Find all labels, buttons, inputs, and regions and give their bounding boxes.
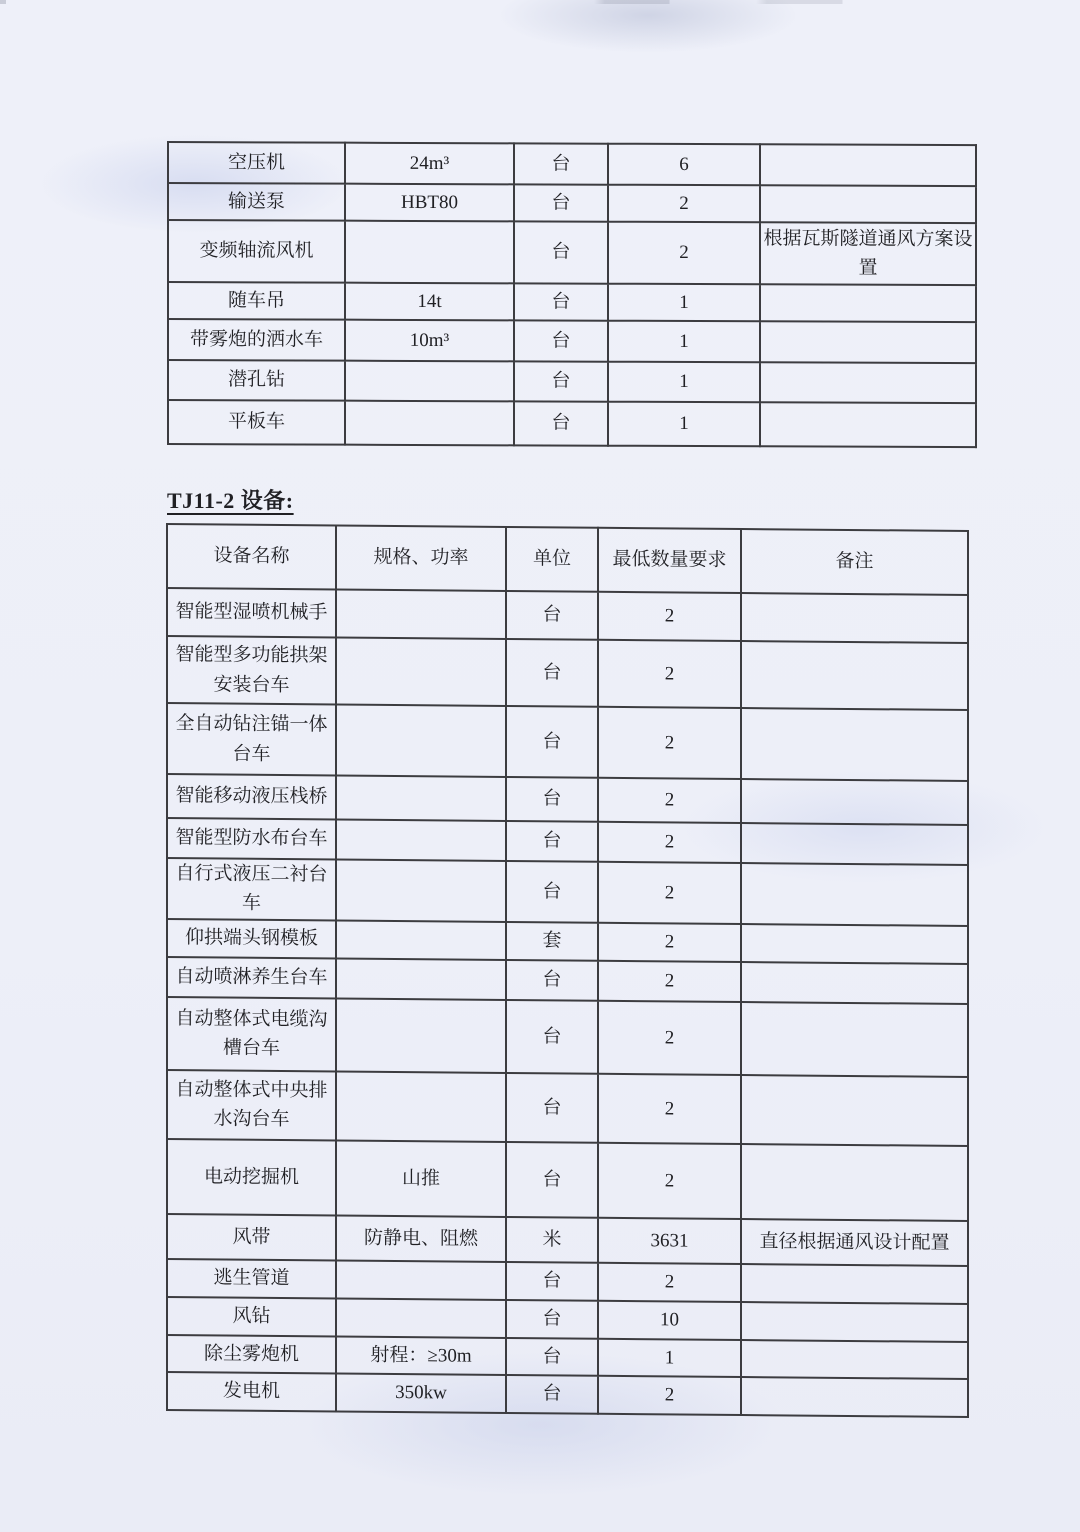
cell-spec: 山推: [336, 1140, 506, 1216]
cell-note: [760, 185, 976, 223]
cell-qty: 2: [598, 1263, 741, 1302]
cell-name: 平板车: [168, 400, 345, 445]
cell-unit: 台: [506, 1375, 598, 1414]
table-row: [167, 703, 968, 781]
cell-qty: 1: [608, 362, 760, 403]
cell-spec: [336, 859, 506, 921]
section-heading-tj11-2: TJ11-2 设备:: [167, 488, 294, 513]
cell-qty: 2: [598, 1074, 741, 1144]
equipment-table-continued: [167, 141, 977, 448]
cell-spec: [336, 704, 506, 776]
cell-note: [741, 1302, 968, 1342]
cell-spec: [345, 361, 514, 402]
table-row: [167, 858, 968, 926]
cell-note: [741, 1144, 968, 1221]
table-row: [167, 1372, 968, 1417]
cell-spec: 防静电、阻燃: [336, 1215, 506, 1261]
cell-qty: 2: [598, 1001, 741, 1075]
table-row: [168, 282, 976, 322]
cell-qty: 2: [598, 640, 741, 708]
cell-spec: 24m³: [345, 143, 514, 185]
cell-name: 智能移动液压栈桥: [167, 774, 336, 819]
cell-qty: 2: [608, 185, 760, 223]
cell-note: 根据瓦斯隧道通风方案设置: [760, 222, 976, 285]
cell-qty: 10: [598, 1301, 741, 1340]
table-row: [167, 1214, 968, 1266]
cell-unit: 台: [514, 283, 608, 320]
cell-name: 输送泵: [168, 183, 345, 221]
cell-name: 仰拱端头钢模板: [167, 919, 336, 958]
cell-note: [760, 362, 976, 403]
cell-name: 随车吊: [168, 282, 345, 320]
cell-unit: 台: [506, 1000, 598, 1074]
cell-note: [741, 823, 968, 865]
cell-qty: 1: [608, 284, 760, 322]
cell-spec: [336, 819, 506, 860]
table-row: [167, 957, 968, 1004]
header-spec: 规格、功率: [336, 525, 506, 590]
cell-spec: [336, 1260, 506, 1299]
cell-unit: 台: [514, 184, 608, 221]
cell-name: 自动整体式中央排水沟台车: [167, 1070, 336, 1140]
cell-note: [741, 924, 968, 964]
cell-name: 风钻: [167, 1297, 336, 1336]
cell-spec: [345, 221, 514, 284]
table-row: [167, 1070, 968, 1146]
table-row: [167, 818, 968, 865]
cell-name: 全自动钻注锚一体台车: [167, 703, 336, 775]
cell-name: 自行式液压二衬台车: [167, 858, 336, 920]
cell-note: [741, 863, 968, 926]
cell-name: 智能型湿喷机械手: [167, 588, 336, 637]
cell-unit: 台: [506, 1300, 598, 1339]
cell-name: 逃生管道: [167, 1259, 336, 1298]
cell-unit: 台: [514, 320, 608, 361]
cell-name: 除尘雾炮机: [167, 1335, 336, 1373]
cell-note: [741, 1340, 968, 1379]
cell-name: 风带: [167, 1214, 336, 1260]
cell-name: 空压机: [168, 142, 345, 184]
cell-qty: 2: [598, 592, 741, 641]
table-row: [167, 636, 968, 710]
cell-spec: 14t: [345, 283, 514, 321]
cell-unit: 台: [506, 1142, 598, 1218]
cell-note: [741, 1264, 968, 1304]
cell-unit: 台: [506, 1338, 598, 1376]
cell-note: [741, 708, 968, 781]
cell-spec: 射程：≥30m: [336, 1336, 506, 1374]
cell-note: [741, 641, 968, 710]
cell-note: [760, 284, 976, 322]
table-row: [167, 774, 968, 825]
cell-spec: HBT80: [345, 184, 514, 222]
cell-spec: [336, 637, 506, 705]
cell-note: [741, 593, 968, 643]
header-qty: 最低数量要求: [598, 528, 741, 593]
cell-spec: [336, 589, 506, 638]
cell-unit: 台: [514, 221, 608, 283]
scan-edge-artifact: [0, 0, 1080, 4]
table-row: [168, 319, 976, 363]
cell-name: 潜孔钻: [168, 360, 345, 401]
table-row: [168, 142, 976, 186]
cell-spec: 350kw: [336, 1373, 506, 1412]
cell-unit: 米: [506, 1217, 598, 1263]
header-note: 备注: [741, 529, 968, 595]
cell-spec: [336, 775, 506, 820]
cell-qty: 2: [598, 862, 741, 924]
cell-note: [741, 1002, 968, 1077]
cell-name: 智能型防水布台车: [167, 818, 336, 859]
cell-unit: 台: [506, 821, 598, 862]
cell-unit: 台: [506, 1262, 598, 1301]
cell-note: [741, 962, 968, 1004]
cell-qty: 2: [598, 1376, 741, 1415]
cell-name: 自动整体式电缆沟槽台车: [167, 997, 336, 1071]
cell-qty: 2: [598, 961, 741, 1002]
cell-qty: 1: [608, 321, 760, 363]
cell-unit: 台: [506, 639, 598, 707]
table-row: [168, 183, 976, 223]
cell-note: [760, 321, 976, 363]
cell-qty: 2: [598, 923, 741, 962]
cell-qty: 1: [598, 1339, 741, 1377]
cell-qty: 3631: [598, 1218, 741, 1264]
cell-unit: 台: [514, 143, 608, 184]
table-row: [168, 220, 976, 285]
cell-qty: 2: [598, 822, 741, 863]
cell-spec: [336, 998, 506, 1072]
cell-spec: 10m³: [345, 320, 514, 362]
cell-name: 自动喷淋养生台车: [167, 957, 336, 998]
cell-spec: [336, 920, 506, 959]
cell-unit: 台: [514, 361, 608, 401]
cell-qty: 2: [598, 778, 741, 823]
cell-unit: 台: [506, 960, 598, 1001]
tj11-2-equipment-table: [166, 523, 969, 1418]
cell-unit: 套: [506, 922, 598, 961]
cell-spec: [336, 1298, 506, 1337]
cell-name: 智能型多功能拱架安装台车: [167, 636, 336, 704]
header-unit: 单位: [506, 527, 598, 592]
cell-note: [741, 779, 968, 825]
table-row: [168, 400, 976, 447]
table-row: [168, 360, 976, 403]
cell-name: 电动挖掘机: [167, 1139, 336, 1215]
cell-unit: 台: [506, 1073, 598, 1143]
table-row: [167, 1139, 968, 1221]
table-row: [167, 997, 968, 1077]
cell-qty: 1: [608, 402, 760, 447]
cell-unit: 台: [506, 591, 598, 640]
header-name: 设备名称: [167, 524, 336, 589]
cell-note: 直径根据通风设计配置: [741, 1219, 968, 1266]
cell-name: 变频轴流风机: [168, 220, 345, 283]
cell-note: [741, 1075, 968, 1146]
cell-spec: [345, 401, 514, 446]
table-row: [167, 588, 968, 643]
cell-unit: 台: [506, 861, 598, 923]
cell-unit: 台: [514, 401, 608, 445]
cell-qty: 2: [608, 222, 760, 285]
cell-spec: [336, 958, 506, 999]
cell-unit: 台: [506, 706, 598, 778]
cell-unit: 台: [506, 777, 598, 822]
cell-note: [741, 1377, 968, 1417]
cell-name: 带雾炮的洒水车: [168, 319, 345, 361]
cell-qty: 2: [598, 707, 741, 779]
cell-qty: 2: [598, 1143, 741, 1219]
table-header-row: [167, 524, 968, 595]
cell-spec: [336, 1071, 506, 1141]
cell-note: [760, 144, 976, 186]
cell-name: 发电机: [167, 1372, 336, 1411]
cell-qty: 6: [608, 144, 760, 186]
cell-note: [760, 402, 976, 447]
